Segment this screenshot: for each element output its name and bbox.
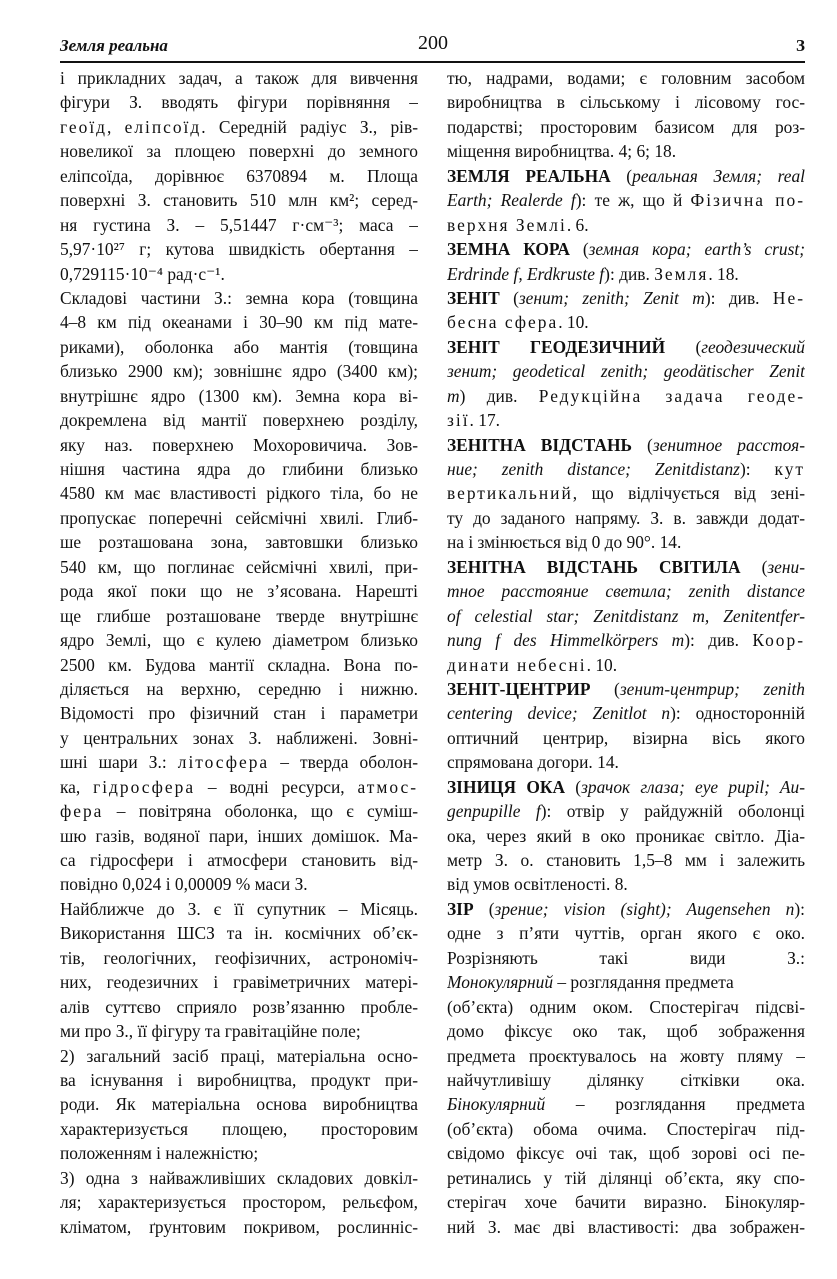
text-run: шні шари З.: — [60, 752, 178, 773]
text-line — [60, 775, 418, 799]
text-line — [447, 90, 805, 114]
text-run: повідно 0,024 і 0,00009 % маси З. — [60, 874, 308, 895]
text-line — [447, 799, 805, 823]
text-run: Erdrinde f, Erdkruste f — [447, 263, 605, 284]
text-line — [60, 66, 418, 90]
text-run: ): див. — [704, 287, 773, 308]
text-run: ва існування і виробництва, продукт при- — [60, 1069, 418, 1090]
text-run: genpupille f — [447, 801, 541, 822]
entry-headword: ЗЕНІТНА ВІДСТАНЬ СВІТИЛА — [447, 556, 741, 577]
text-run: 5,97·10²⁷ г; кутова швидкість обертання – — [60, 239, 418, 260]
text-run: домо фіксує око так, щоб зображення — [447, 1021, 805, 1042]
text-run: літосфера — [177, 752, 270, 773]
text-run: ми про З., її фігуру та гравітаційне поле; — [60, 1021, 361, 1042]
text-run: Фізична по- — [690, 190, 805, 211]
text-run: – розглядання предмета — [553, 972, 734, 993]
text-run: найчутливішу ділянку сітківки ока. — [447, 1069, 805, 1090]
text-line — [447, 213, 805, 237]
right-column — [447, 66, 805, 1239]
text-line — [60, 90, 418, 114]
text-run: внутрішнє ядро (1300 км). Земна кора ві- — [60, 385, 418, 406]
text-line — [60, 408, 418, 432]
text-line — [60, 726, 418, 750]
text-line — [60, 188, 418, 212]
text-run: бесна сфера — [447, 312, 559, 333]
text-line — [60, 1141, 418, 1165]
text-run: характеризується площею, просторовим — [60, 1118, 418, 1139]
text-run: . Середній радіус З., рів- — [201, 116, 418, 137]
page-header — [60, 30, 805, 60]
text-line — [60, 921, 418, 945]
text-line — [447, 457, 805, 481]
text-run: роди. Як матеріальна основа виробництва — [60, 1094, 418, 1115]
text-run: m — [447, 385, 460, 406]
text-line — [60, 286, 418, 310]
text-line — [60, 139, 418, 163]
text-run: ня густина З. – 5,51447 г·см⁻³; маса – — [60, 214, 418, 235]
text-run: шю газів, водяної пари, інших домішок. Ма- — [60, 825, 418, 846]
text-line — [447, 359, 805, 383]
text-run: . 10. — [586, 654, 618, 675]
text-run: ( — [499, 287, 519, 308]
text-run: зенит; geodetical zenith; geodätischer Zenit — [447, 361, 805, 382]
text-run: динати небесні — [447, 654, 587, 675]
text-run: алів суттєво сприяло розв’язанню пробле- — [60, 996, 418, 1017]
text-run: кліматом, ґрунтовим покривом, рослинніс- — [60, 1216, 418, 1237]
text-line — [60, 1044, 418, 1068]
text-line — [60, 164, 418, 188]
text-run: Редукційна задача геоде- — [538, 385, 805, 406]
text-run: фера — [60, 801, 104, 822]
text-run: 0,729115·10⁻⁴ рад·с⁻¹. — [60, 263, 225, 284]
text-run: докремлена від мантії поверхнею розділу, — [60, 410, 418, 431]
text-line — [447, 750, 805, 774]
left-column — [60, 66, 418, 1239]
text-line — [60, 872, 418, 896]
text-run: новеликої за площею поверхні до земного — [60, 141, 418, 162]
text-line — [60, 433, 418, 457]
text-line — [447, 921, 805, 945]
text-line — [447, 970, 805, 994]
text-run: ): див. — [604, 263, 655, 284]
text-line — [60, 628, 418, 652]
text-run: ока, через який в око проникає світло. Діа- — [447, 825, 805, 846]
text-line — [60, 579, 418, 603]
text-run: 2) загальний засіб праці, матеріальна осно- — [60, 1045, 418, 1066]
entry-headword: ЗЕНІТ ГЕОДЕЗИЧНИЙ — [447, 336, 666, 357]
text-line — [447, 335, 805, 359]
text-run: спрямована догори. 14. — [447, 752, 619, 773]
text-run: ) див. — [459, 385, 539, 406]
text-line — [447, 604, 805, 628]
text-line — [447, 1141, 805, 1165]
text-line — [447, 1166, 805, 1190]
text-run: поверхні З. становить 510 млн км²; серед- — [60, 190, 418, 211]
text-run: зени- — [767, 556, 805, 577]
text-line — [447, 628, 805, 652]
text-line — [447, 946, 805, 970]
text-run: кут — [774, 459, 805, 479]
text-line — [60, 359, 418, 383]
text-line — [60, 262, 418, 286]
text-line — [447, 1044, 805, 1068]
text-run: метр З. о. становить 1,5–8 мм і залежить — [447, 850, 805, 870]
text-line — [447, 1068, 805, 1092]
entry-headword: ЗІНИЦЯ ОКА — [447, 776, 566, 797]
text-line — [60, 1068, 418, 1092]
text-line — [447, 555, 805, 579]
text-run: на і змінюється від 0 до 90°. 14. — [447, 532, 682, 553]
text-run: Земля — [654, 263, 709, 284]
text-run: ше розташована зона, завтовшки близько — [60, 532, 418, 553]
text-line — [60, 530, 418, 554]
text-line — [60, 848, 418, 872]
text-line — [60, 995, 418, 1019]
text-line — [447, 408, 805, 432]
text-run: геодезический — [701, 336, 805, 357]
text-line — [60, 970, 418, 994]
text-line — [447, 433, 805, 457]
text-line — [60, 750, 418, 774]
text-line — [447, 506, 805, 530]
text-run: них, геодезичних і гравіметричних матері- — [60, 972, 418, 993]
text-run: Коор- — [752, 630, 805, 651]
entry-headword: ЗЕНІТ — [447, 287, 500, 308]
text-line — [447, 1092, 805, 1116]
text-run: зії — [447, 410, 470, 431]
text-line — [447, 188, 805, 212]
text-line — [60, 1117, 418, 1141]
text-run: зенит-центрир; zenith — [619, 678, 805, 699]
text-run: Складові частини З.: земна кора (товщина — [60, 287, 418, 308]
text-run: верхня Землі — [447, 214, 567, 235]
text-run: . 17. — [469, 410, 500, 431]
header-rule — [60, 61, 805, 63]
text-run: . 18. — [708, 263, 739, 284]
entry-headword: ЗЕНІТ-ЦЕНТРИР — [447, 678, 591, 699]
text-line — [60, 506, 418, 530]
text-run: ): див. — [684, 630, 753, 651]
text-run: , що відлічується від зені- — [572, 483, 805, 504]
section-letter: З — [796, 36, 805, 55]
text-line — [447, 262, 805, 286]
text-run: тю, надрами, водами; є головним засобом — [447, 68, 805, 88]
text-run: подарстві; просторовим базисом для роз- — [447, 116, 805, 137]
text-run: . 6. — [566, 214, 589, 235]
text-run: пропускає поперечні сейсмічні хвилі. Глиб- — [60, 507, 418, 528]
text-run: Використання ШСЗ та ін. космічних об’єк- — [60, 923, 418, 944]
text-run: ядро Землі, що є кулею діаметром близько — [60, 630, 418, 651]
text-run: і прикладних задач, а також для вивчення — [60, 68, 418, 88]
text-run: ): односторонній — [670, 703, 805, 724]
text-line — [447, 579, 805, 603]
page-number: 200 — [418, 32, 448, 54]
text-run: ): отвір у райдужній оболонці — [540, 801, 805, 822]
text-line — [447, 995, 805, 1019]
text-run: виробництва в сільському і лісовому гос- — [447, 92, 805, 113]
text-run: зрачок глаза; eye pupil; Au- — [581, 776, 805, 797]
text-run: 540 км, що поглинає сейсмічні хвилі, при- — [60, 556, 418, 577]
text-run: фігури З. вводять фігури порівняння – — [60, 92, 418, 113]
entry-headword: ЗІР — [447, 898, 474, 919]
text-run: ние; zenith distance; Zenitdistanz — [447, 459, 740, 479]
text-line — [60, 897, 418, 921]
text-run: Відомості про фізичний стан і параметри — [60, 703, 418, 724]
text-line — [447, 1019, 805, 1043]
text-run: ( — [590, 678, 620, 699]
text-run: еліпсоїда, дорівнює 6370894 м. Площа — [60, 165, 418, 186]
text-run: тів, геологічних, геофізичних, астрономіч- — [60, 947, 418, 968]
text-line — [60, 677, 418, 701]
text-run: ( — [610, 165, 633, 186]
text-run: 2500 км. Будова мантії складна. Вона по- — [60, 654, 418, 675]
text-line — [60, 799, 418, 823]
text-line — [60, 457, 418, 481]
text-run: ): — [794, 898, 805, 919]
text-run: земная кора; earth’s crust; — [588, 239, 805, 260]
text-run: nung f des Himmelkörpers m — [447, 630, 685, 651]
text-run: Бінокулярний — [447, 1094, 546, 1115]
text-line — [447, 677, 805, 701]
text-line — [447, 775, 805, 799]
text-run: вертикальний — [447, 483, 573, 504]
text-line — [447, 286, 805, 310]
text-run: еліпсоїд — [124, 116, 202, 137]
text-line — [60, 946, 418, 970]
text-run: (об’єкта) обома очима. Спостерігач під- — [447, 1118, 805, 1139]
text-line — [447, 897, 805, 921]
text-line — [60, 335, 418, 359]
text-run: (об’єкта) одним оком. Спостерігач підсві- — [447, 996, 805, 1017]
text-run: яку наз. поверхнею Мохоровичича. Зов- — [60, 434, 418, 455]
text-line — [60, 604, 418, 628]
text-line — [447, 701, 805, 725]
text-run: ( — [632, 434, 653, 455]
text-run: рода якої поки що не з’ясована. Нарешті — [60, 581, 418, 602]
text-line — [447, 139, 805, 163]
text-line — [447, 1117, 805, 1141]
text-run: . 10. — [558, 312, 589, 333]
text-run: Найближче до З. є її супутник – Місяць. — [60, 898, 418, 919]
text-run: нішня частина ядра до глибини близько — [60, 459, 418, 479]
text-line — [447, 726, 805, 750]
text-run: ретинались у тій ділянці об’єкта, яку спо- — [447, 1167, 805, 1188]
text-line — [60, 1215, 418, 1239]
text-run: положенням і належністю; — [60, 1143, 259, 1164]
text-run: зенитное расстоя- — [652, 434, 805, 455]
text-run: – повітряна оболонка, що є суміш- — [103, 801, 418, 822]
text-line — [447, 530, 805, 554]
text-run: Earth; Realerde f — [447, 190, 576, 211]
text-run: свідомо фіксує очі так, щоб зорові осі пе- — [447, 1143, 805, 1164]
text-line — [447, 824, 805, 848]
text-line — [447, 237, 805, 261]
text-run: – розглядання предмета — [545, 1094, 805, 1115]
text-run: від умов освітленості. 8. — [447, 874, 628, 895]
text-line — [447, 384, 805, 408]
text-line — [60, 481, 418, 505]
text-line — [60, 1166, 418, 1190]
text-line — [447, 848, 805, 872]
text-line — [60, 237, 418, 261]
text-line — [60, 115, 418, 139]
text-run: ка, — [60, 776, 94, 797]
text-run: близько 2900 км); зовнішнє ядро (3400 км); — [60, 361, 418, 382]
text-run: 3) одна з найважливіших складових довкіл- — [60, 1167, 418, 1188]
text-run: Монокулярний — [447, 972, 554, 993]
text-line — [447, 1215, 805, 1239]
text-line — [60, 1092, 418, 1116]
text-line — [447, 164, 805, 188]
text-run: риками), оболонка або мантія (товщина — [60, 336, 418, 357]
text-run: атмос- — [357, 776, 418, 797]
entry-headword: ЗЕМЛЯ РЕАЛЬНА — [447, 165, 611, 186]
text-line — [60, 310, 418, 334]
text-line — [447, 1190, 805, 1214]
text-run: ( — [569, 239, 589, 260]
text-run: 4580 км має властивості рідкого тіла, бо не — [60, 483, 418, 504]
text-line — [447, 310, 805, 334]
text-run: зенит; zenith; Zenit m — [518, 287, 705, 308]
text-line — [447, 481, 805, 505]
entry-headword: ЗЕМНА КОРА — [447, 239, 570, 260]
text-run: у центральних зонах З. наближені. Зовні- — [60, 727, 418, 748]
text-run: гідросфера — [93, 776, 196, 797]
text-line — [60, 213, 418, 237]
text-run: – водні ресурси, — [195, 776, 358, 797]
text-run: ще глибше розташоване тверде внутрішнє — [60, 605, 418, 626]
text-run: ( — [565, 776, 582, 797]
text-line — [447, 66, 805, 90]
text-line — [60, 555, 418, 579]
text-line — [60, 701, 418, 725]
text-run: реальная Земля; real — [632, 165, 805, 186]
text-run: стерігач хоче бачити виразно. Бінокуляр- — [447, 1192, 805, 1213]
text-run: ( — [665, 336, 702, 357]
text-line — [447, 115, 805, 139]
text-line — [60, 824, 418, 848]
text-line — [447, 653, 805, 677]
text-run: міщення виробництва. 4; 6; 18. — [447, 141, 677, 162]
text-run: ля; характеризується простором, рельєфом, — [60, 1192, 418, 1213]
text-run: зрение; vision (sight); Augensehen n — [494, 898, 795, 919]
text-run: , — [107, 116, 125, 137]
text-run: предмета проєктувалось на жовту пляму – — [447, 1045, 805, 1066]
text-run: ): те ж, що й — [575, 190, 691, 211]
text-run: оптичний центрир, візирна вісь якого — [447, 727, 805, 748]
text-line — [60, 1190, 418, 1214]
text-run: ( — [740, 556, 768, 577]
text-run: centering device; Zenitlot n — [447, 703, 671, 724]
text-run: of celestial star; Zenitdistanz m, Zenitentfer- — [447, 605, 805, 626]
text-run: ний З. має дві властивості: два зображен- — [447, 1216, 805, 1237]
text-run: са гідросфери і атмосфери становить від- — [60, 850, 418, 870]
text-run: ( — [473, 898, 495, 919]
text-line — [60, 1019, 418, 1043]
text-run: тное расстояние светила; zenith distance — [447, 581, 805, 602]
text-run: геоїд — [60, 116, 107, 137]
text-line — [447, 872, 805, 896]
text-run: одне з п’яти чуттів, орган якого є око. — [447, 923, 805, 944]
text-run: Не- — [772, 287, 805, 308]
running-head: Земля реальна — [60, 36, 168, 55]
entry-headword: ЗЕНІТНА ВІДСТАНЬ — [447, 434, 632, 455]
text-run: 4–8 км під океанами і 30–90 км під мате- — [60, 312, 418, 333]
text-run: ту до заданого напряму. З. в. завжди додат- — [447, 507, 805, 528]
text-run: ): — [739, 459, 775, 479]
text-line — [60, 653, 418, 677]
text-run: – тверда оболон- — [269, 752, 418, 773]
text-run: Розрізняють такі види З.: — [447, 947, 805, 968]
text-line — [60, 384, 418, 408]
text-run: діляється на верхню, середню і нижню. — [60, 678, 418, 699]
